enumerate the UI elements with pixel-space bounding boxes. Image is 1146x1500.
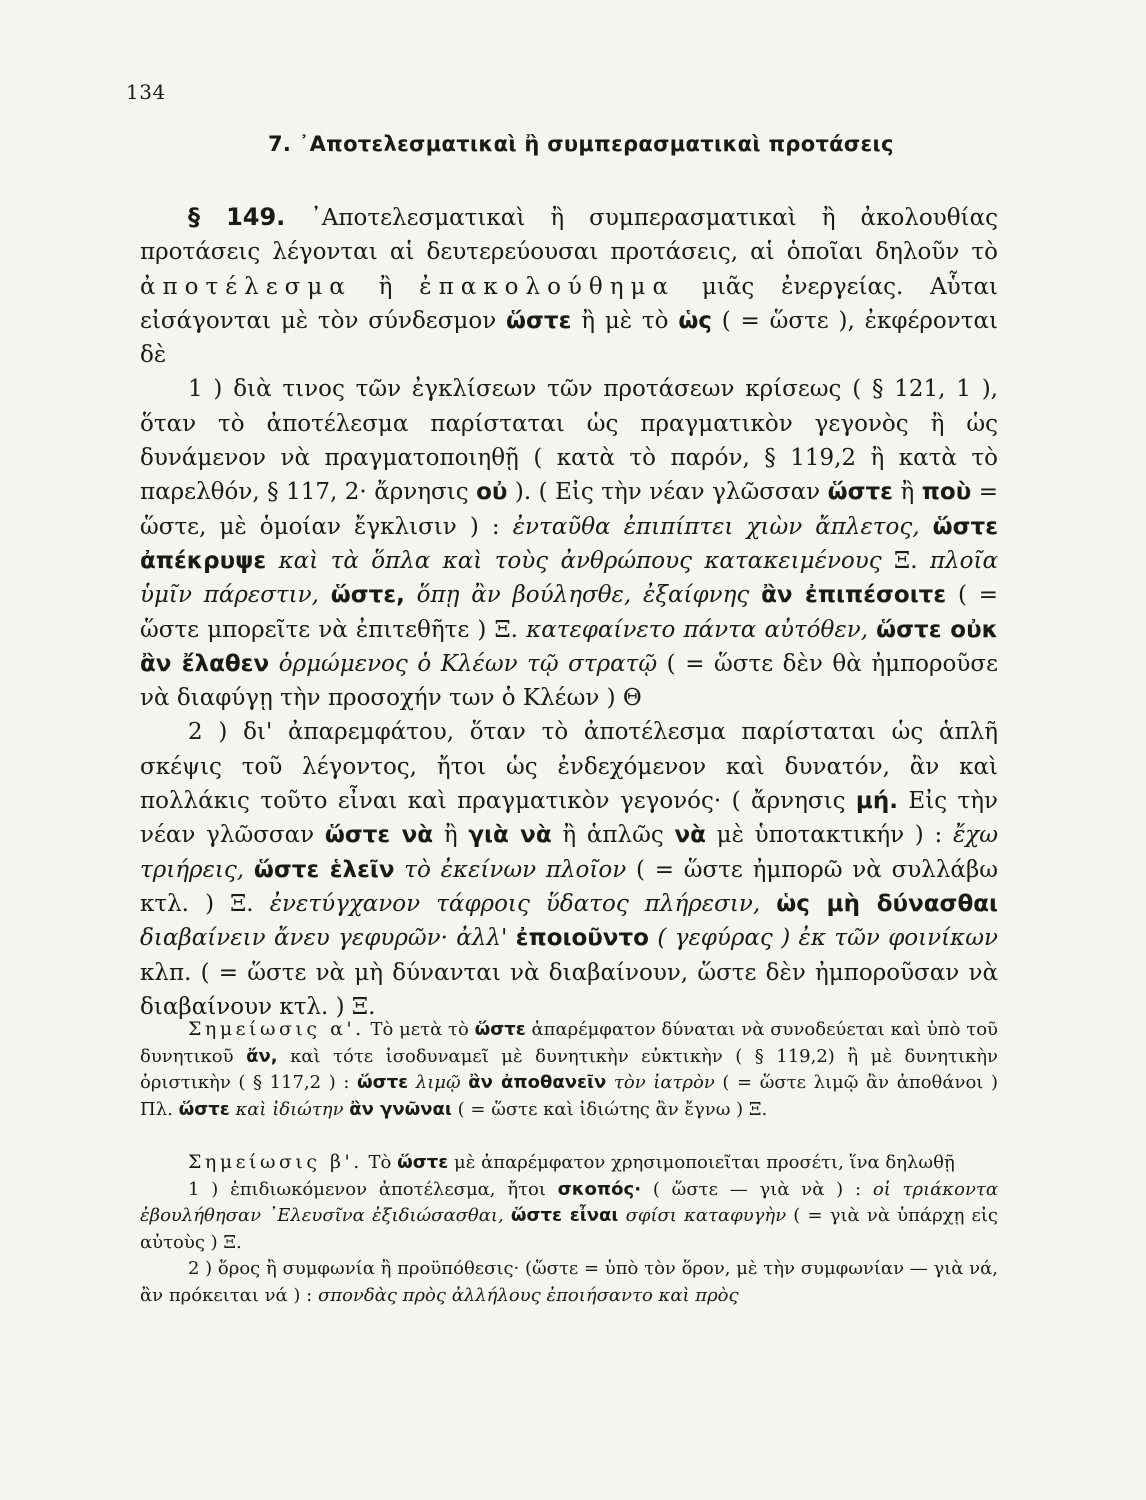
paragraph-149-intro — [140, 200, 998, 372]
bold-term: ἂν ἐπιπέσοιτε — [761, 582, 947, 609]
example-text: ὁρμώμενος ὁ Κλέων τῷ στρατῷ — [269, 650, 658, 677]
text: 1 ) διὰ τινος τῶν ἐγκλίσεων τῶν προτάσεων κρίσεως ( § 121, 1 ), ὅταν τὸ ἀποτέλεσμα παρίσταται ὡς πραγματικὸν γεγονὸς ἢ ὡς δυνάμενον νὰ πραγματοποιηθῇ ( κατὰ τὸ παρόν, § 119,2 ἢ κατὰ τὸ παρελθόν, § 117, 2· ἄρνησις — [140, 376, 998, 506]
bold-term: ἂν ἀποθανεῖν — [468, 1072, 607, 1093]
bold-term: ὥστε, — [330, 582, 405, 609]
text: ( = ὥστε λιμῷ ἂν ἀποθάνοι ) Πλ. — [140, 1072, 998, 1120]
bold-term: ὥστε — [506, 307, 572, 334]
bold-term: οὐ — [476, 479, 508, 506]
example-text: διαβαίνειν ἄνευ γεφυρῶν· ἀλλ' — [140, 925, 516, 952]
note-b-item-2 — [140, 1256, 998, 1309]
bold-term: ὥστε — [474, 1019, 526, 1040]
bold-term: ὡς — [678, 307, 712, 334]
bold-term: ὥστε ἀπέκρυψε — [140, 513, 998, 574]
text: 2 ) δι' ἀπαρεμφάτου, ὅταν τὸ ἀποτέλεσμα παρίσταται ὡς ἁπλῆ σκέψις τοῦ λέγοντος, ἤτοι ὡς ἐνδεχόμενον καὶ δυνατόν, ἂν καὶ πολλάκις τοῦτο εἶναι καὶ πραγματικὸν γεγονός· ( ἄρνησις — [140, 719, 998, 815]
section-number: § 149. — [188, 203, 286, 231]
bold-term: ὥστε ἑλεῖν — [253, 856, 395, 883]
bold-term: ὡς μὴ δύνασθαι — [776, 890, 999, 917]
note-label: Σημείωσις β'. — [188, 1151, 363, 1173]
text: ( = ὥστε καὶ ἰδιώτης ἂν ἔγνω ) Ξ. — [451, 1098, 768, 1120]
note-label: Σημείωσις α'. — [188, 1018, 365, 1040]
bold-term: ὥστε — [357, 1072, 409, 1093]
note-b — [140, 1149, 998, 1177]
example-text: λιμῷ — [408, 1072, 469, 1093]
bold-term: μή. — [855, 788, 898, 815]
note-b-item-1 — [140, 1177, 998, 1257]
bold-term: ἐποιοῦντο — [515, 925, 649, 952]
text: Τὸ μετὰ τὸ — [364, 1019, 475, 1040]
text: ἢ ἁπλῶς — [551, 822, 675, 849]
text: ᾿Αποτελεσματικαὶ ἢ συμπερασματικαὶ ἢ ἀκολουθίας προτάσεις λέγονται αἱ δευτερεύουσαι προτάσεις, αἱ ὁποῖαι δηλοῦν τὸ — [140, 205, 998, 266]
text: ( = ὥστε μπορεῖτε νὰ ἐπιτεθῆτε ) Ξ. — [140, 582, 998, 643]
text: Ξ. — [881, 547, 930, 574]
bold-term: ὥστε — [827, 479, 893, 506]
bold-term: ὥστε οὐκ ἂν ἔλαθεν — [140, 616, 998, 677]
text: κλπ. ( = ὥστε νὰ μὴ δύνανται νὰ διαβαίνουν, ὥστε δὲν ἠμποροῦσαν νὰ διαβαίνουν κτλ. ) Ξ. — [140, 959, 998, 1020]
text: ( ὥστε — γιὰ νὰ ) : — [641, 1178, 873, 1200]
example-text: ( γεφύρας ) ἐκ τῶν φοινίκων — [648, 925, 998, 952]
note-a — [140, 1016, 998, 1123]
text: ἢ — [433, 822, 469, 849]
text: μὲ ὑποτακτικήν ) : — [705, 822, 953, 849]
paragraph-149-2 — [140, 715, 998, 1024]
text: ). ( Εἰς τὴν νέαν γλῶσσαν — [507, 479, 828, 506]
text: ἀπαρέμφατον δύναται νὰ συνοδεύεται καὶ ὑπὸ τοῦ δυνητικοῦ — [140, 1019, 998, 1067]
bold-term: γιὰ νὰ — [468, 822, 552, 849]
text: ἢ — [892, 479, 922, 506]
text: μὲ ἀπαρέμφατον χρησιμοποιεῖται προσέτι, ἵνα δηλωθῇ — [448, 1152, 955, 1173]
example-text: πλοῖα ὑμῖν πάρεστιν, — [140, 547, 999, 609]
example-text: τὸ ἐκείνων πλοῖον — [394, 856, 627, 883]
example-text: ἐνετύγχανον τάφροις ὕδατος πλήρεσιν, — [269, 890, 777, 917]
spaced-term: ἐπακολούθημα — [419, 273, 676, 300]
text: ( = γιὰ νὰ ὑπάρχῃ εἰς αὐτοὺς ) Ξ. — [140, 1205, 998, 1253]
page-number: 134 — [126, 80, 166, 104]
spaced-term: ἀποτέλεσμα — [140, 273, 352, 300]
main-body — [140, 200, 998, 1024]
example-text: καὶ τὰ ὅπλα καὶ τοὺς ἀνθρώπους κατακειμένους — [266, 547, 882, 574]
text: μιᾶς ἐνεργείας. Αὗται εἰσάγονται μὲ τὸν σύνδεσμον — [140, 273, 998, 334]
text: καὶ τότε ἰσοδυναμεῖ μὲ δυνητικὴν εὐκτικὴν ( § 119,2) ἢ μὲ δυνητικὴν ὁριστικὴν ( § 117,2 ) : — [140, 1045, 999, 1093]
bold-term: ἄν, — [246, 1045, 278, 1067]
bold-term: ἂν γνῶναι — [349, 1098, 452, 1120]
example-text: σφίσι καταφυγὴν — [618, 1205, 787, 1226]
example-text: τὸν ἰατρὸν — [606, 1072, 715, 1093]
example-text: σπονδὰς πρὸς ἀλλήλους ἐποιήσαντο καὶ πρὸς — [317, 1284, 739, 1306]
bold-term: ὥστε — [397, 1152, 449, 1173]
bold-term: ὥστε νὰ — [324, 822, 434, 849]
text: ἢ μὲ τὸ — [571, 307, 679, 334]
text: ( = ὥστε δὲν θὰ ἠμποροῦσε νὰ διαφύγῃ τὴν προσοχήν των ὁ Κλέων ) Θ — [140, 650, 998, 712]
text: ἢ — [351, 273, 420, 300]
spacer — [140, 1123, 998, 1149]
bold-term: ποὺ — [921, 479, 972, 506]
example-text: κατεφαίνετο πάντα αὐτόθεν, — [526, 616, 877, 643]
bold-term: σκοπός· — [557, 1178, 642, 1200]
text: Εἰς τὴν νέαν γλῶσσαν — [140, 788, 999, 849]
bold-term: ὥστε — [178, 1098, 230, 1120]
text: ( = ὥστε ἠμπορῶ νὰ συλλάβω κτλ. ) Ξ. — [140, 856, 998, 917]
bold-term: ὥστε εἶναι — [510, 1205, 619, 1226]
example-text: ὅπῃ ἂν βούλησθε, ἐξαίφνης — [404, 582, 762, 609]
notes-section — [140, 1016, 998, 1309]
example-text: καὶ ἰδιώτην — [229, 1098, 350, 1120]
text: 1 ) ἐπιδιωκόμενον ἀποτέλεσμα, ἤτοι — [188, 1178, 558, 1200]
example-text: ἔχω τριήρεις, — [140, 822, 999, 883]
example-text: οἱ τριάκοντα ἐβουλήθησαν ᾿Ελευσῖνα ἐξιδιώσασθαι, — [140, 1178, 998, 1226]
paragraph-149-1 — [140, 372, 998, 715]
section-heading: 7. ᾿Αποτελεσματικαὶ ἢ συμπερασματικαὶ προτάσεις — [268, 132, 894, 156]
example-text: ἐνταῦθα ἐπιπίπτει χιὼν ἄπλετος, — [512, 513, 933, 540]
text: ( = ὥστε ), ἐκφέρονται δὲ — [140, 307, 998, 369]
text: Τὸ — [362, 1152, 398, 1173]
bold-term: νὰ — [674, 822, 706, 849]
text: 2 ) ὅρος ἢ συμφωνία ἢ προϋπόθεσις· (ὥστε = ὑπὸ τὸν ὅρον, μὲ τὴν συμφωνίαν — γιὰ νά, ἂν πρόκειται νά ) : — [140, 1258, 998, 1306]
text: = ὥστε, μὲ ὁμοίαν ἔγκλισιν ) : — [140, 479, 998, 540]
